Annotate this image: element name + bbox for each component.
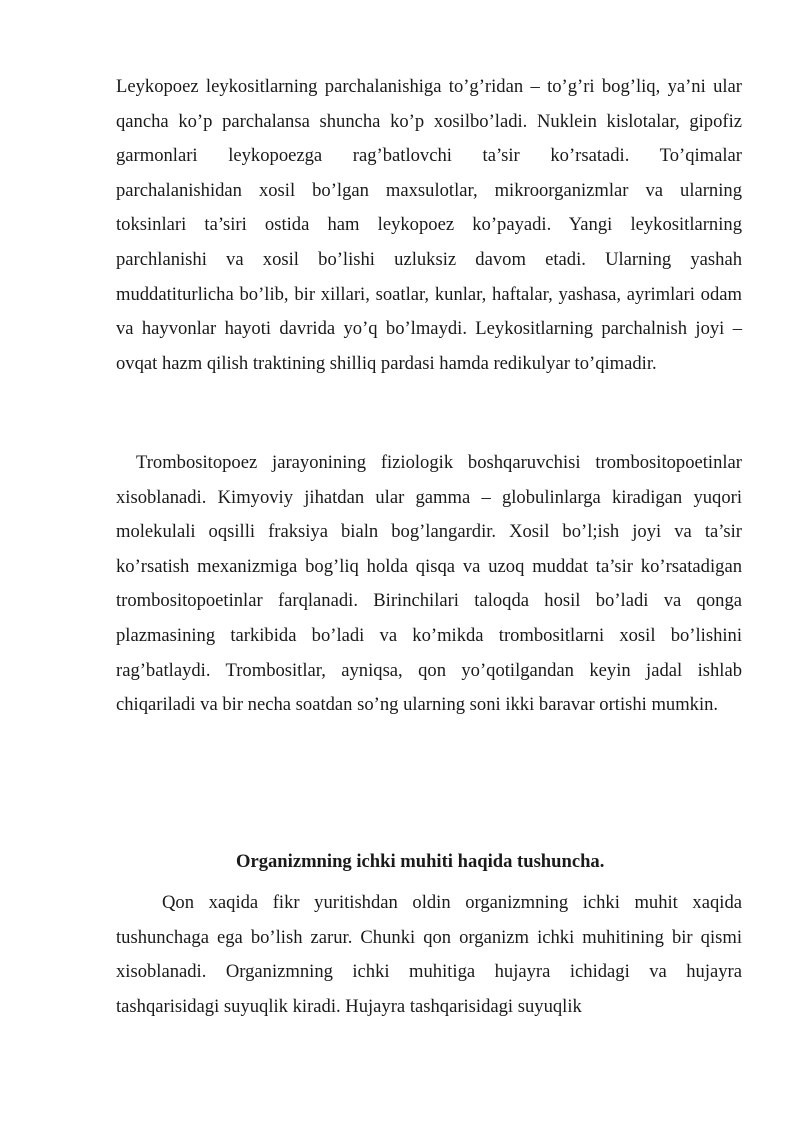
paragraph-ichki-muhit (116, 886, 742, 1024)
paragraph-text: Qon xaqida fikr yuritishdan oldin organizmning ichki muhit xaqida tushunchaga ega bo’lish zarur. Chunki qon organizm ichki muhitining bir qismi xisoblanadi. Organizmning ichki muhitiga hujayra ichidagi va hujayra tashqarisidagi suyuqlik kiradi. Hujayra tashqarisidagi suyuqlik (116, 892, 742, 1017)
section-heading: Organizmning ichki muhiti haqida tushuncha. (236, 851, 605, 872)
paragraph-text: Leykopoez leykositlarning parchalanishiga to’g’ridan – to’g’ri bog’liq, ya’ni ular qancha ko’p parchalansa shuncha ko’p xosilbo’ladi. Nuklein kislotalar, gipofiz garmonlari leykopoezga rag’batlovchi ta’sir ko’rsatadi. To’qimalar parchalanishidan xosil bo’lgan maxsulotlar, mikroorganizmlar va ularning toksinlari ta’siri ostida ham leykopoez ko’payadi. Yangi leykositlarning parchlanishi va xosil bo’lishi uzluksiz davom etadi. Ularning yashah muddatiturlicha bo’lib, bir xillari, soatlar, kunlar, haftalar, yashasa, ayrimlari odam va hayvonlar hayoti davrida yo’q bo’lmaydi. Leykositlarning parchalnish joyi – ovqat hazm qilish traktining shilliq pardasi hamda redikulyar to’qimadir. (116, 76, 742, 374)
paragraph-trombositopoez (116, 446, 742, 723)
paragraph-text: Trombositopoez jarayonining fiziologik boshqaruvchisi trombositopoetinlar xisoblanadi. Kimyoviy jihatdan ular gamma – globulinlarga kiradigan yuqori molekulali oqsilli fraksiya bialn bog’langardir. Xosil bo’l;ish joyi va ta’sir ko’rsatish mexanizmiga bog’liq holda qisqa va uzoq muddat ta’sir ko’rsatadigan trombositopoetinlar farqlanadi. Birinchilari taloqda hosil bo’ladi va qonga plazmasining tarkibida bo’ladi va ko’mikda trombositlarni xosil bo’lishini rag’batlaydi. Trombositlar, ayniqsa, qon yo’qotilgandan keyin jadal ishlab chiqariladi va bir necha soatdan so’ng ularning soni ikki baravar ortishi mumkin. (116, 452, 742, 716)
paragraph-leykopoez (116, 70, 742, 381)
